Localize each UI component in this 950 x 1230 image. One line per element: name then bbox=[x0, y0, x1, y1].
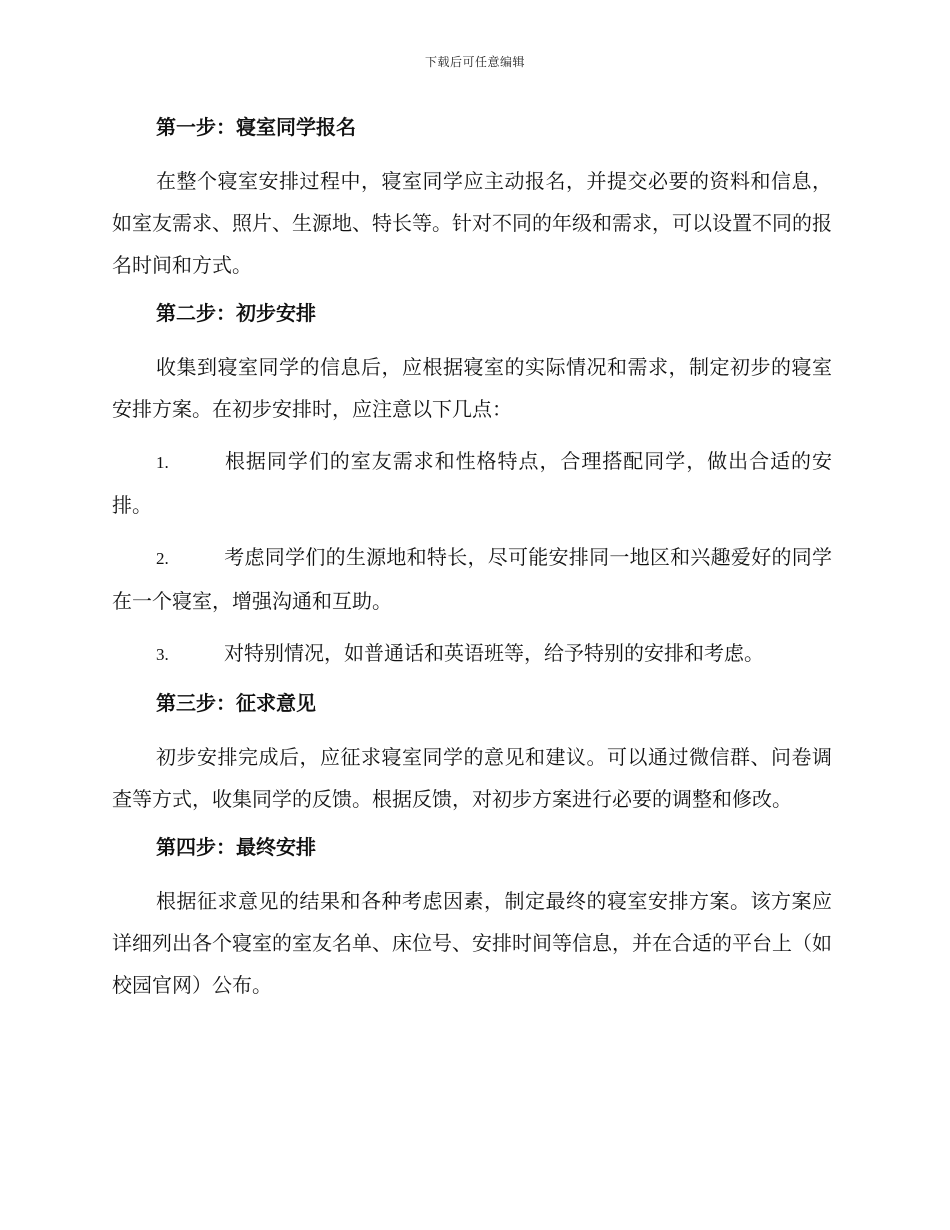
section-paragraph-4: 根据征求意见的结果和各种考虑因素，制定最终的寝室安排方案。该方案应详细列出各个寝室的室友名单、床位号、安排时间等信息，并在合适的平台上（如校园官网）公布。 bbox=[112, 889, 832, 997]
list-text: 考虑同学们的生源地和特长，尽可能安排同一地区和兴趣爱好的同学在一个寝室，增强沟通和互助。 bbox=[112, 545, 832, 613]
section-paragraph-1: 在整个寝室安排过程中，寝室同学应主动报名，并提交必要的资料和信息，如室友需求、照片、生源地、特长等。针对不同的年级和需求，可以设置不同的报名时间和方式。 bbox=[112, 169, 832, 277]
section-heading-4: 第四步：最终安排 bbox=[156, 835, 316, 859]
list-item-2 bbox=[112, 536, 832, 622]
list-item-1 bbox=[112, 440, 832, 526]
list-text: 根据同学们的室友需求和性格特点，合理搭配同学，做出合适的安排。 bbox=[112, 449, 832, 517]
list-item-3 bbox=[112, 632, 832, 676]
list-number: 2. bbox=[156, 549, 169, 568]
section-heading-3: 第三步：征求意见 bbox=[156, 691, 316, 715]
section-heading-1: 第一步：寝室同学报名 bbox=[156, 115, 356, 139]
section-paragraph-2: 收集到寝室同学的信息后，应根据寝室的实际情况和需求，制定初步的寝室安排方案。在初步安排时，应注意以下几点： bbox=[112, 355, 832, 421]
section-heading-2: 第二步：初步安排 bbox=[156, 301, 316, 325]
page-header: 下载后可任意编辑 bbox=[424, 55, 525, 69]
document-body bbox=[112, 110, 832, 1016]
section-paragraph-3: 初步安排完成后，应征求寝室同学的意见和建议。可以通过微信群、问卷调查等方式，收集同学的反馈。根据反馈，对初步方案进行必要的调整和修改。 bbox=[112, 745, 832, 811]
list-number: 3. bbox=[156, 645, 169, 664]
list-number: 1. bbox=[156, 453, 169, 472]
list-text: 对特别情况，如普通话和英语班等，给予特别的安排和考虑。 bbox=[224, 641, 764, 665]
